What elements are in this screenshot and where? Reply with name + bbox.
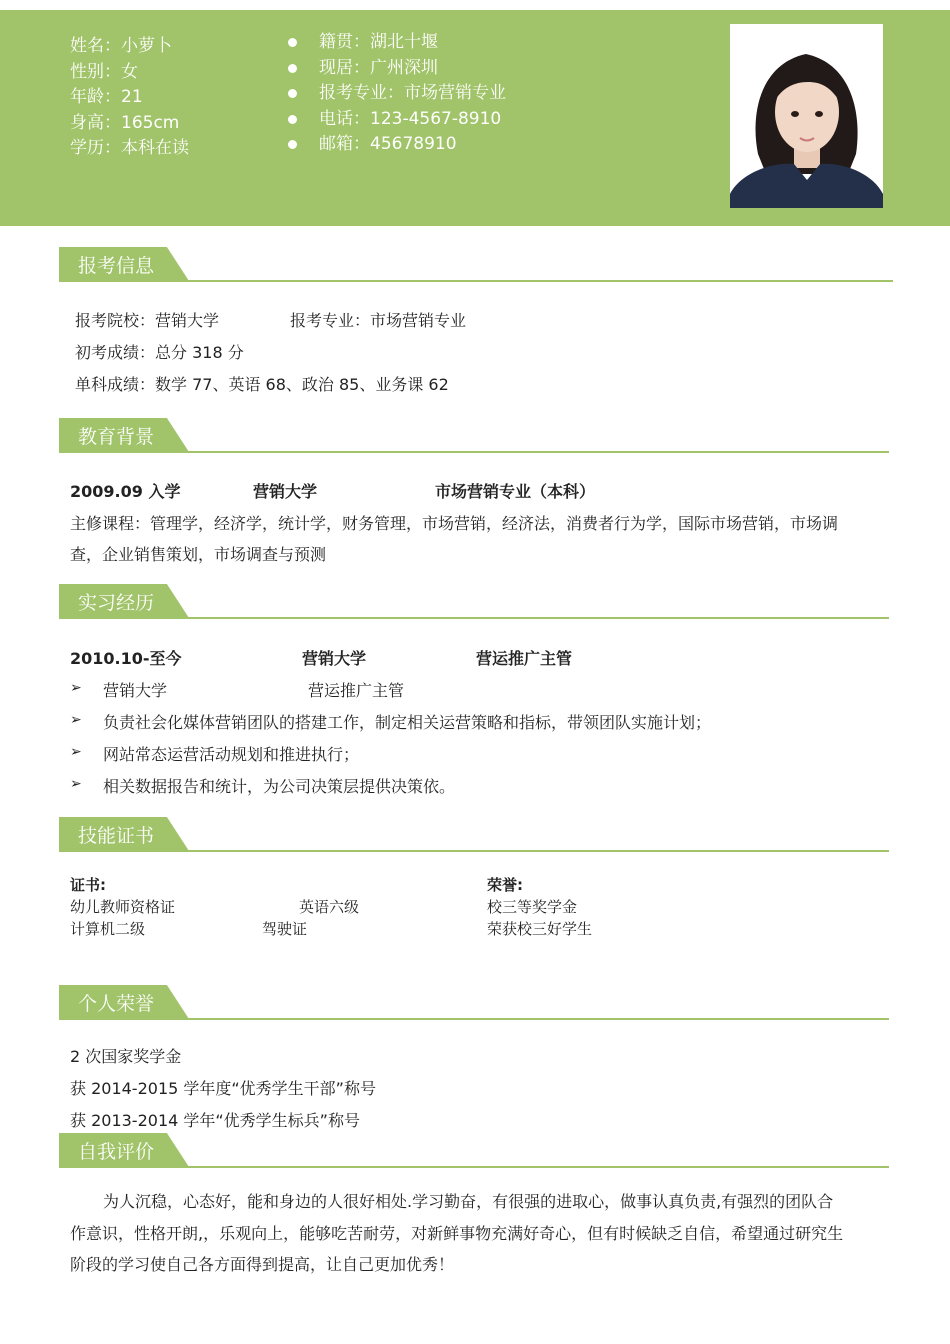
name-field: 姓名：小萝卜	[70, 36, 172, 56]
honor-item: 荣获校三好学生	[487, 920, 593, 938]
honor-item: 校三等奖学金	[487, 898, 578, 916]
education-date: 2009.09 入学	[70, 482, 181, 501]
section-label: 技能证书	[78, 825, 155, 847]
honor-heading: 荣誉:	[487, 876, 523, 894]
header-band	[0, 10, 950, 226]
section-rule	[59, 1018, 889, 1020]
self-evaluation-line: 阶段的学习使自己各方面得到提高，让自己更加优秀！	[70, 1255, 455, 1274]
contact-info	[287, 30, 506, 158]
internship-item-company: 营销大学	[103, 681, 168, 700]
section-rule	[59, 451, 889, 453]
section-label: 报考信息	[78, 255, 155, 277]
honor-entry: 获 2013-2014 学年“优秀学生标兵”称号	[70, 1111, 360, 1130]
honor-entry: 2 次国家奖学金	[70, 1047, 182, 1066]
exam-major: 报考专业：市场营销专业	[290, 311, 467, 330]
cert-item: 驾驶证	[262, 920, 308, 938]
self-evaluation-line: 为人沉稳，心态好，能和身边的人很好相处.学习勤奋，有很强的进取心，做事认真负责,有强烈的团队合	[103, 1192, 834, 1211]
age-field: 年龄：21	[70, 87, 143, 107]
education-field: 学历：本科在读	[70, 138, 189, 158]
exam-school: 报考院校：营销大学	[75, 311, 220, 330]
section-label: 教育背景	[78, 426, 155, 448]
internship-company: 营销大学	[302, 649, 367, 668]
cert-item: 幼儿教师资格证	[70, 898, 176, 916]
internship-date: 2010.10-至今	[70, 649, 182, 668]
applied-major-field: 报考专业：市场营销专业	[287, 81, 506, 107]
section-rule	[59, 617, 889, 619]
internship-item: 网站常态运营活动规划和推进执行；	[103, 745, 360, 764]
height-field: 身高：165cm	[70, 112, 180, 133]
gender-field: 性别：女	[70, 61, 138, 82]
self-evaluation-line: 作意识，性格开朗,，乐观向上，能够吃苦耐劳，对新鲜事物充满好奇心，但有时候缺乏自信，希望通过研究生	[70, 1223, 844, 1243]
section-label: 个人荣誉	[78, 993, 155, 1015]
section-rule	[59, 1166, 889, 1168]
internship-item-role: 营运推广主管	[308, 681, 405, 700]
internship-item: 负责社会化媒体营销团队的搭建工作，制定相关运营策略和指标，带领团队实施计划；	[103, 713, 712, 732]
education-school: 营销大学	[253, 482, 318, 501]
section-label: 实习经历	[78, 592, 155, 614]
section-label: 自我评价	[78, 1141, 155, 1163]
hometown-field: 籍贯：湖北十堰	[287, 30, 506, 56]
internship-role: 营运推广主管	[476, 649, 573, 668]
section-rule	[59, 850, 889, 852]
residence-field: 现居：广州深圳	[287, 56, 506, 82]
honor-entry: 获 2014-2015 学年度“优秀学生干部”称号	[70, 1079, 376, 1098]
education-courses-cont: 查，企业销售策划，市场调查与预测	[70, 545, 327, 564]
phone-field: 电话：123-4567-8910	[287, 107, 506, 133]
bullet-arrow-icon: ➢	[70, 744, 82, 760]
education-courses: 主修课程：管理学，经济学，统计学，财务管理，市场营销，经济法，消费者行为学，国际市场营销，市场调	[70, 514, 839, 533]
bullet-arrow-icon: ➢	[70, 776, 82, 792]
cert-item: 计算机二级	[70, 920, 146, 938]
email-field: 邮箱：45678910	[287, 132, 506, 158]
exam-subjects: 单科成绩：数学 77、英语 68、政治 85、业务课 62	[75, 375, 449, 394]
education-major: 市场营销专业（本科）	[435, 482, 596, 501]
internship-item: 相关数据报告和统计，为公司决策层提供决策依。	[103, 777, 456, 796]
cert-heading: 证书:	[70, 876, 106, 894]
bullet-arrow-icon: ➢	[70, 712, 82, 728]
section-rule	[59, 280, 893, 282]
basic-info	[70, 34, 189, 162]
profile-photo	[730, 24, 883, 208]
bullet-arrow-icon: ➢	[70, 680, 82, 696]
self-evaluation	[70, 1186, 890, 1281]
exam-score: 初考成绩：总分 318 分	[75, 343, 244, 362]
cert-item: 英语六级	[299, 898, 360, 916]
